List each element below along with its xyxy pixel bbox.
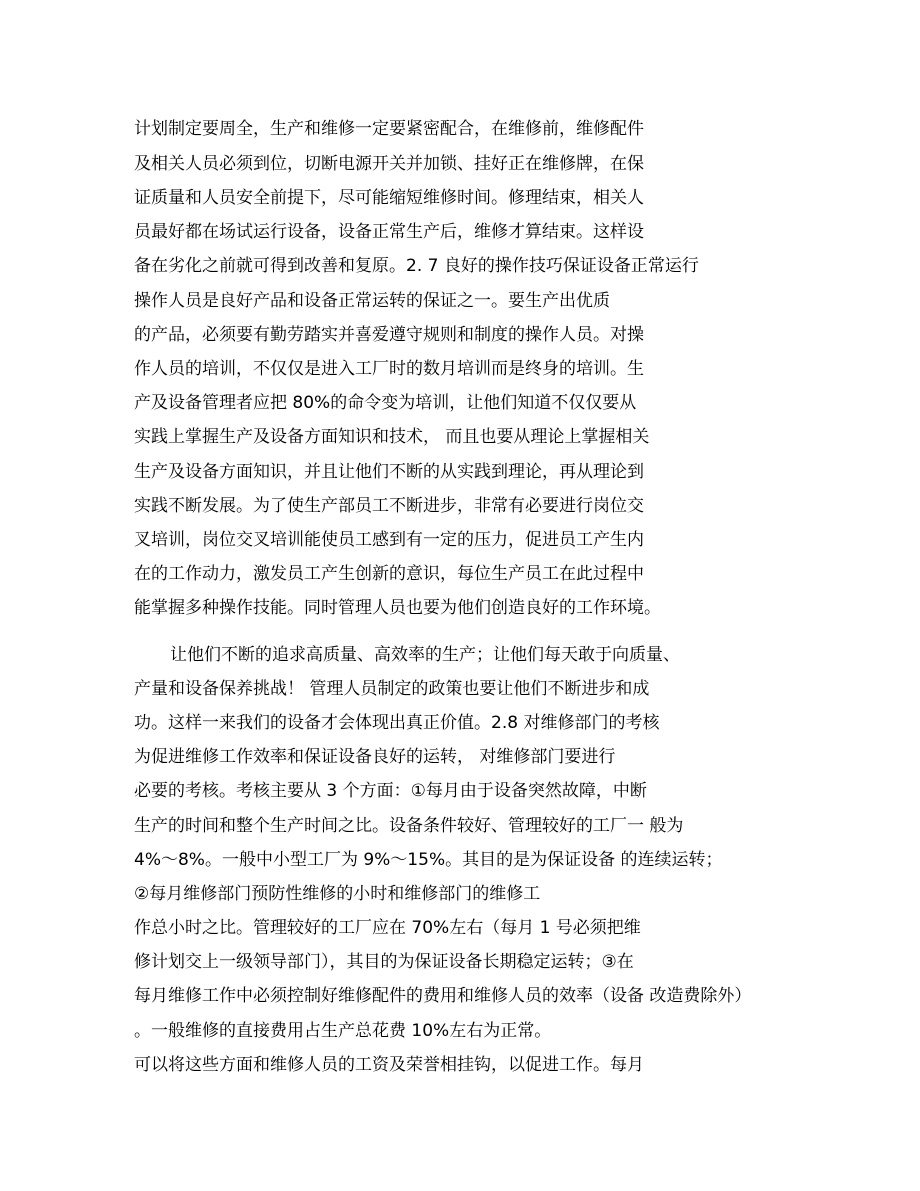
text-line: 能掌握多种操作技能。同时管理人员也要为他们创造良好的工作环境。 — [134, 598, 661, 618]
text-line: 生产及设备方面知识，并且让他们不断的从实践到理论，再从理论到 — [134, 462, 644, 482]
text-line: 每月维修工作中必须控制好维修配件的费用和维修人员的效率（设备 改造费除外） — [134, 986, 752, 1006]
text-line: 操作人员是良好产品和设备正常运转的保证之一。要生产出优质 — [134, 291, 610, 311]
text-line: 。一般维修的直接费用占生产总花费 10%左右为正常。 — [134, 1021, 552, 1041]
text-line: 作人员的培训，不仅仅是进入工厂时的数月培训而是终身的培训。生 — [134, 359, 644, 379]
text-line: 的产品，必须要有勤劳踏实并喜爱遵守规则和制度的操作人员。对操 — [134, 325, 644, 345]
text-line: ②每月维修部门预防性维修的小时和维修部门的维修工 — [134, 884, 541, 904]
text-line: 让他们不断的追求高质量、高效率的生产；让他们每天敢于向质量、 — [170, 645, 680, 665]
text-line: 实践上掌握生产及设备方面知识和技术， 而且也要从理论上掌握相关 — [134, 427, 650, 447]
text-line: 及相关人员必须到位，切断电源开关并加锁、挂好正在维修牌，在保 — [134, 154, 644, 174]
text-line: 实践不断发展。为了使生产部员工不断进步，非常有必要进行岗位交 — [134, 496, 644, 516]
text-line: 证质量和人员安全前提下，尽可能缩短维修时间。修理结束，相关人 — [134, 188, 644, 208]
text-line: 可以将这些方面和维修人员的工资及荣誉相挂钩，以促进工作。每月 — [134, 1055, 644, 1075]
text-line: 修计划交上一级领导部门），其目的为保证设备长期稳定运转；③在 — [134, 952, 634, 972]
text-line: 必要的考核。考核主要从 3 个方面：①每月由于设备突然故障，中断 — [134, 781, 647, 801]
text-line: 计划制定要周全，生产和维修一定要紧密配合，在维修前，维修配件 — [134, 119, 644, 139]
text-line: 生产的时间和整个生产时间之比。设备条件较好、管理较好的工厂一 般为 — [134, 816, 684, 836]
text-line: 产量和设备保养挑战！ 管理人员制定的政策也要让他们不断进步和成 — [134, 679, 650, 699]
text-line: 叉培训，岗位交叉培训能使员工感到有一定的压力，促进员工产生内 — [134, 530, 644, 550]
text-line: 备在劣化之前就可得到改善和复原。2. 7 良好的操作技巧保证设备正常运行 — [134, 256, 699, 276]
text-line: 在的工作动力，激发员工产生创新的意识，每位生产员工在此过程中 — [134, 564, 644, 584]
text-line: 产及设备管理者应把 80%的命令变为培训，让他们知道不仅仅要从 — [134, 393, 637, 413]
text-line: 功。这样一来我们的设备才会体现出真正价值。2.8 对维修部门的考核 — [134, 713, 660, 733]
text-line: 为促进维修工作效率和保证设备良好的运转， 对维修部门要进行 — [134, 747, 616, 767]
text-line: 作总小时之比。管理较好的工厂应在 70%左右（每月 1 号必须把维 — [134, 918, 641, 938]
text-line: 员最好都在场试运行设备，设备正常生产后，维修才算结束。这样设 — [134, 222, 644, 242]
text-line: 4%～8%。一般中小型工厂为 9%～15%。其目的是为保证设备 的连续运转； — [134, 850, 723, 870]
